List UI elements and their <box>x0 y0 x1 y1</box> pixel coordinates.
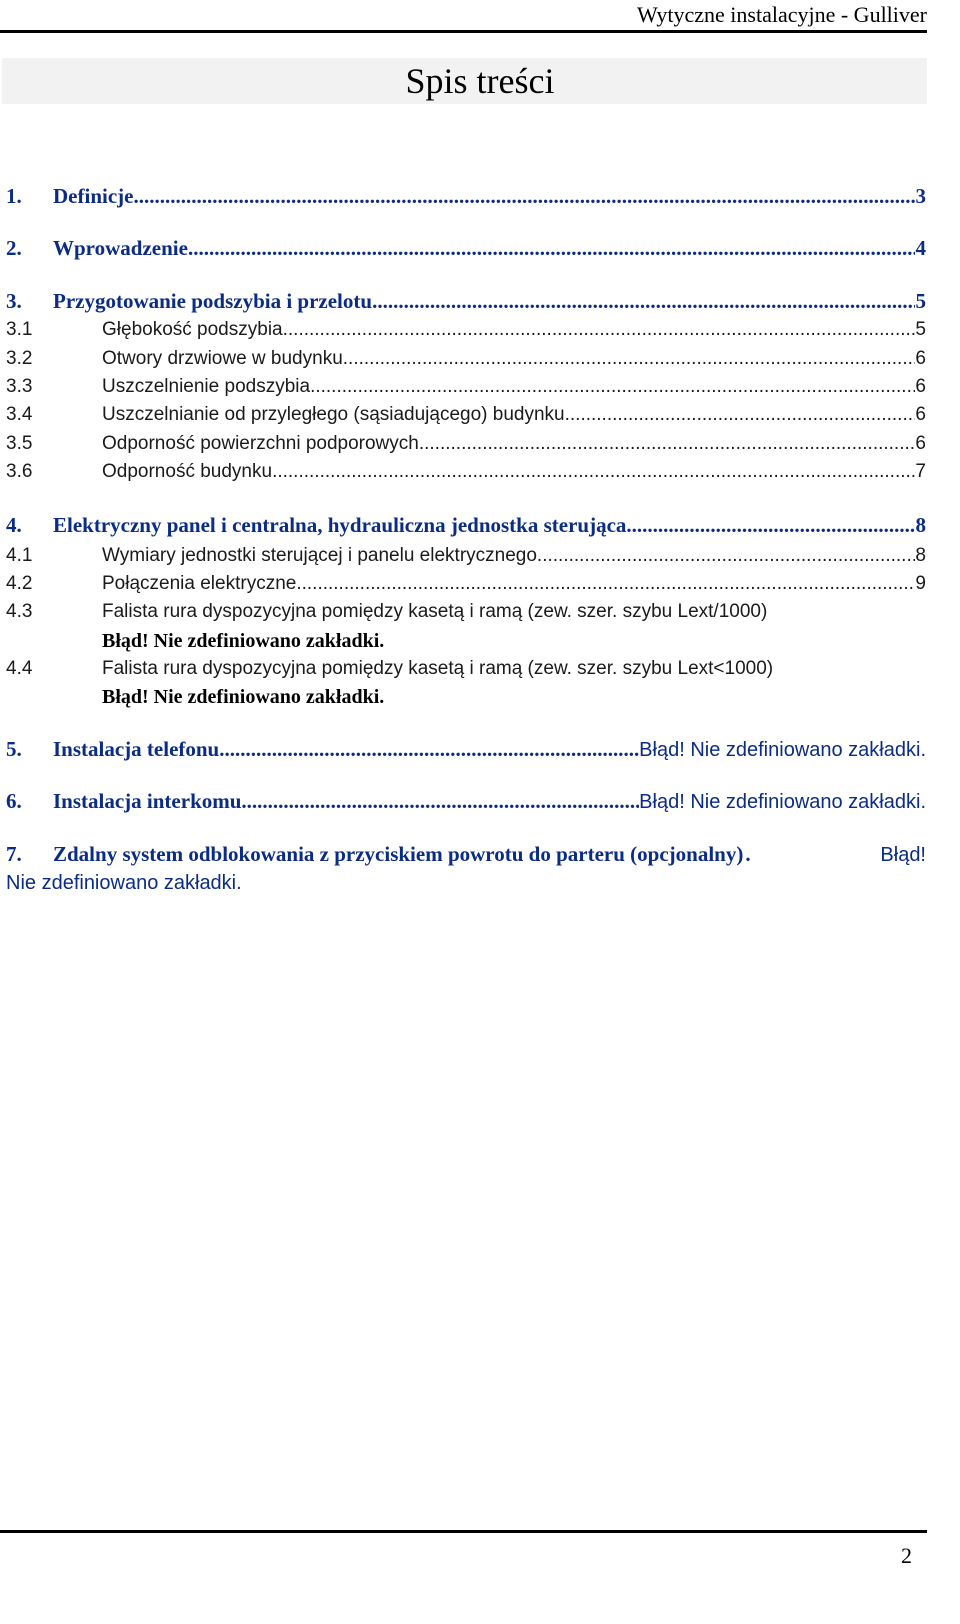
toc-entry-page-continued: Nie zdefiniowano zakładki. <box>6 872 242 894</box>
toc-entry-number: 3.3 <box>6 376 33 397</box>
toc-leader-dots <box>188 234 915 262</box>
toc-leader-dots <box>241 787 639 815</box>
toc-entry-number: 5. <box>6 737 22 761</box>
toc-leader-dots <box>565 401 916 429</box>
toc-entry-3-5[interactable] <box>6 430 926 458</box>
toc-entry-3-6[interactable] <box>6 458 926 486</box>
toc-leader-dots <box>133 182 914 210</box>
toc-entry-page: 5 <box>915 319 926 340</box>
footer-rule <box>0 1530 927 1533</box>
toc-entry-page: 4 <box>915 236 926 260</box>
toc-entry-4[interactable] <box>6 511 926 539</box>
toc-entry-number: 3.2 <box>6 348 33 369</box>
toc-entry-page: Błąd! Nie zdefiniowano zakładki. <box>639 791 926 813</box>
toc-entry-page: 9 <box>915 573 926 594</box>
toc-entry-title: Elektryczny panel i centralna, hydrauliczna jednostka sterująca <box>53 513 627 537</box>
toc-entry-number: 3.6 <box>6 461 33 482</box>
toc-entry-title: Otwory drzwiowe w budynku <box>102 348 343 369</box>
toc-leader-dots <box>372 287 914 315</box>
toc-entry-number: 2. <box>6 236 22 260</box>
toc-entry-title: Przygotowanie podszybia i przelotu <box>53 289 373 313</box>
toc-leader-dots <box>419 430 916 458</box>
toc-entry-error: Błąd! Nie zdefiniowano zakładki. <box>102 686 385 708</box>
toc-entry-2[interactable] <box>6 234 926 262</box>
toc-entry-page: Błąd! <box>880 844 926 866</box>
toc-entry-page: 7 <box>915 461 926 482</box>
header-rule <box>0 30 927 33</box>
toc-leader-dots <box>626 511 914 539</box>
toc-entry-number: 3.5 <box>6 433 33 454</box>
toc-entry-number: 4.4 <box>6 658 33 679</box>
toc-entry-title: Uszczelnienie podszybia <box>102 376 311 397</box>
toc-entry-4-4[interactable] <box>6 655 926 683</box>
toc-entry-title: Odporność powierzchni podporowych <box>102 433 419 454</box>
toc-entry-number: 3.4 <box>6 404 33 425</box>
toc-entry-number: 7. <box>6 842 22 866</box>
toc-entry-5[interactable] <box>6 735 926 764</box>
toc-entry-title: Uszczelnianie od przyległego (sąsiadującego) budynku <box>102 404 565 425</box>
toc-entry-number: 3. <box>6 289 22 313</box>
toc-entry-title: Definicje <box>53 184 134 208</box>
toc-entry-4-2[interactable] <box>6 570 926 598</box>
toc-entry-page: 8 <box>915 545 926 566</box>
toc-leader-dots: . <box>745 842 751 866</box>
toc-entry-title: Falista rura dyspozycyjna pomiędzy kasetą i ramą (zew. szer. szybu Lext/1000) <box>102 601 768 622</box>
toc-entry-page: 5 <box>915 289 926 313</box>
toc-entry-number: 4.1 <box>6 545 33 566</box>
toc-leader-dots <box>219 735 639 763</box>
toc-leader-dots <box>310 373 915 401</box>
toc-entry-page: 6 <box>915 376 926 397</box>
toc-entry-title: Odporność budynku <box>102 461 273 482</box>
toc-entry-title: Falista rura dyspozycyjna pomiędzy kasetą i ramą (zew. szer. szybu Lext<1000) <box>102 658 774 679</box>
toc-entry-number: 4. <box>6 513 22 537</box>
toc-entry-3-1[interactable] <box>6 316 926 344</box>
toc-entry-number: 4.2 <box>6 573 33 594</box>
toc-leader-dots <box>272 458 915 486</box>
document-title: Wytyczne instalacyjne - Gulliver <box>636 2 927 27</box>
toc-entry-7[interactable] <box>6 840 926 897</box>
toc-leader-dots <box>537 542 916 570</box>
toc-entry-title: Instalacja interkomu <box>53 789 242 813</box>
toc-entry-title: Wymiary jednostki sterującej i panelu elektrycznego <box>102 545 537 566</box>
toc-entry-number: 6. <box>6 789 22 813</box>
toc-entry-3-4[interactable] <box>6 401 926 429</box>
toc-entry-error: Błąd! Nie zdefiniowano zakładki. <box>102 630 385 652</box>
toc-entry-number: 1. <box>6 184 22 208</box>
toc-entry-6[interactable] <box>6 787 926 816</box>
toc-entry-number: 3.1 <box>6 319 33 340</box>
toc-leader-dots <box>283 316 916 344</box>
toc-entry-page: 6 <box>915 348 926 369</box>
toc-entry-title: Wprowadzenie <box>53 236 188 260</box>
toc-entry-title: Połączenia elektryczne <box>102 573 297 594</box>
page-number: 2 <box>901 1543 912 1568</box>
toc-entry-page: 3 <box>915 184 926 208</box>
toc-entry-page: 8 <box>915 513 926 537</box>
toc-entry-page: Błąd! Nie zdefiniowano zakładki. <box>639 739 926 761</box>
toc-entry-page: 6 <box>915 404 926 425</box>
toc-entry-4-3[interactable] <box>6 598 926 626</box>
toc-heading: Spis treści <box>405 61 555 101</box>
toc-entry-3-3[interactable] <box>6 373 926 401</box>
toc-entry-title: Głębokość podszybia <box>102 319 283 340</box>
toc-entry-4-1[interactable] <box>6 542 926 570</box>
toc-entry-title: Zdalny system odblokowania z przyciskiem powrotu do parteru (opcjonalny) <box>53 842 744 866</box>
toc-leader-dots <box>343 345 916 373</box>
toc-entry-3[interactable] <box>6 287 926 315</box>
toc-entry-title: Instalacja telefonu <box>53 737 220 761</box>
toc-leader-dots <box>296 570 915 598</box>
toc-entry-1[interactable] <box>6 182 926 210</box>
toc-entry-page: 6 <box>915 433 926 454</box>
toc-entry-number: 4.3 <box>6 601 33 622</box>
toc-entry-3-2[interactable] <box>6 345 926 373</box>
